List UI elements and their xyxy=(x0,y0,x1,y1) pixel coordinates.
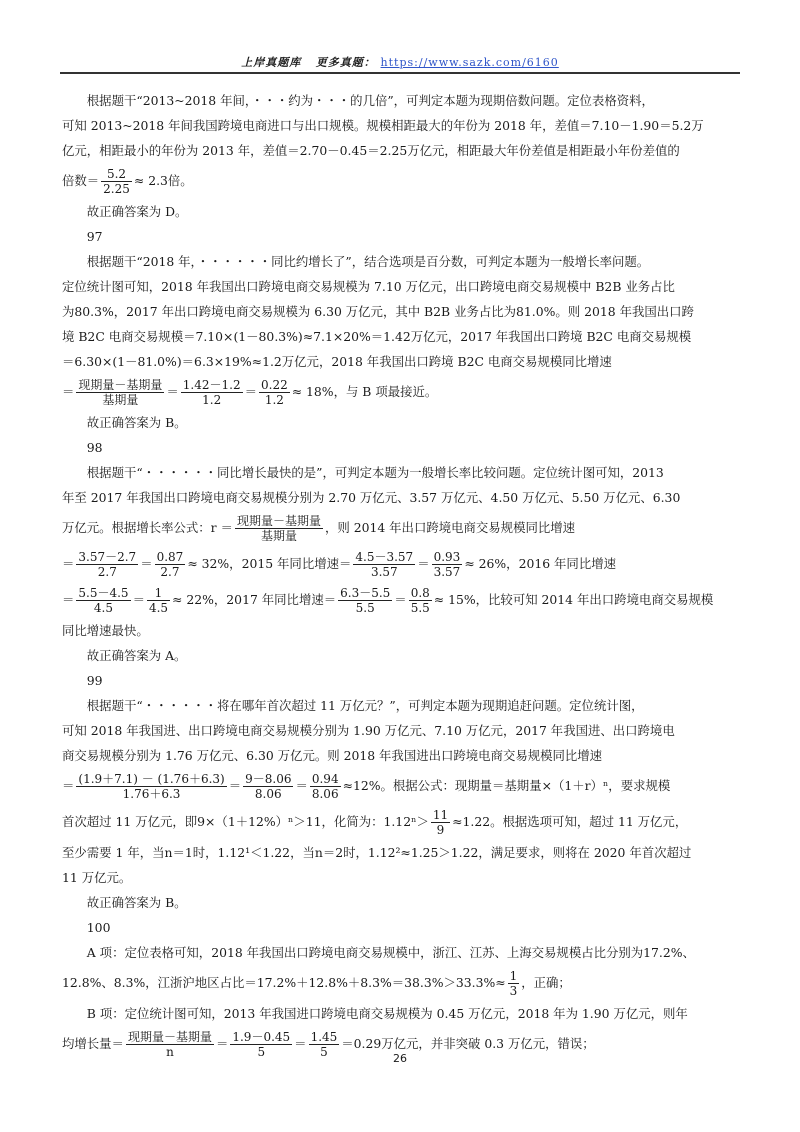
q100-option-b-line-2: 均增长量＝ $\frac{\text{现期量－基期量}}{n}$ ＝ $\frac{1.9-0.45}{5}$ ＝ $\frac{1.45}{5}$ ＝0.29万亿元，并非突破 0.3 万亿元，错误； xyxy=(62,1030,595,1059)
q99-answer: 故正确答案为 B。 xyxy=(86,895,187,910)
q99-line-2: 可知 2018 年我国进、出口跨境电商交易规模分别为 1.90 万亿元、7.10 万亿元，2017 年我国进、出口跨境电 xyxy=(62,723,675,738)
document-body xyxy=(62,88,742,1062)
q97-line-4: 境 B2C 电商交易规模＝7.10×(1－80.3%)≈7.1×20%＝1.42万亿元，2017 年我国出口跨境 B2C 电商交易规模 xyxy=(62,329,692,344)
q96-line-2: 可知 2013~2018 年间我国跨境电商进口与出口规模。规模相距最大的年份为 2018 年，差值＝7.10－1.90＝5.2万 xyxy=(62,118,704,133)
q100-option-b-line-1: B 项：定位统计图可知，2013 年我国进口跨境电商交易规模为 0.45 万亿元，2018 年为 1.90 万亿元，则年 xyxy=(86,1006,688,1021)
fraction: $\frac{4.5-3.57}{3.57}$ xyxy=(355,550,414,579)
fraction: $\frac{\text{现期量－基期量}}{\text{基期量}}$ xyxy=(236,514,321,543)
fraction: $\frac{0.87}{2.7}$ xyxy=(156,550,184,579)
q97-answer: 故正确答案为 B。 xyxy=(86,415,187,430)
q98-answer: 故正确答案为 A。 xyxy=(86,648,187,663)
q97-line-5: ＝6.30×(1－81.0%)＝6.3×19%≈1.2万亿元，2018 年我国出口跨境 B2C 电商交易规模同比增速 xyxy=(62,354,612,369)
fraction: $\frac{5.2}{2.25}$ xyxy=(103,167,130,196)
header-brand: 上岸真题库 xyxy=(241,56,302,69)
q98-number: 98 xyxy=(86,440,103,455)
header-url-link[interactable]: https://www.sazk.com/6160 xyxy=(380,56,559,69)
q96-answer: 故正确答案为 D。 xyxy=(86,204,188,219)
fraction: $\frac{1}{3}$ xyxy=(509,969,518,998)
q99-line-5: 首次超过 11 万亿元，即9×（1＋12%）ⁿ＞11，化简为：1.12ⁿ＞ $\frac{11}{9}$ ≈1.22。根据选项可知，超过 11 万亿元， xyxy=(62,808,688,837)
q98-line-3: 万亿元。根据增长率公式：r ＝ $\frac{\text{现期量－基期量}}{\text{基期量}}$ ，则 2014 年出口跨境电商交易规模同比增速 xyxy=(62,514,576,543)
q100-option-a-line-1: A 项：定位表格可知，2018 年我国出口跨境电商交易规模中，浙江、江苏、上海交易规模占比分别为17.2%、 xyxy=(86,945,695,960)
q98-line-1: 根据题干“・・・・・・同比增长最快的是”，可判定本题为一般增长率比较问题。定位统计图可知，2013 xyxy=(86,465,664,480)
fraction: $\frac{6.3-5.5}{5.5}$ xyxy=(340,586,391,615)
fraction: $\frac{0.94}{8.06}$ xyxy=(311,772,339,801)
q96-line-3: 亿元，相距最小的年份为 2013 年，差值＝2.70－0.45＝2.25万亿元，相距最大年份差值是相距最小年份差值的 xyxy=(62,143,680,158)
q97-line-2: 定位统计图可知，2018 年我国出口跨境电商交易规模为 7.10 万亿元，出口跨境电商交易规模中 B2B 业务占比 xyxy=(62,279,675,294)
fraction: $\frac{1.9-0.45}{5}$ xyxy=(232,1030,291,1059)
page-number: 26 xyxy=(393,1052,407,1065)
q99-number: 99 xyxy=(86,673,103,688)
fraction: $\frac{1}{4.5}$ xyxy=(148,586,169,615)
fraction: $\frac{3.57-2.7}{2.7}$ xyxy=(78,550,137,579)
fraction: $\frac{11}{9}$ xyxy=(432,808,449,837)
fraction: $\frac{0.22}{1.2}$ xyxy=(261,378,288,407)
page-header xyxy=(0,54,800,70)
q99-line-1: 根据题干“・・・・・・将在哪年首次超过 11 万亿元？”，可判定本题为现期追赶问题。定位统计图， xyxy=(86,698,644,713)
q96-line-1: 根据题干“2013~2018 年间，・・・约为・・・的几倍”，可判定本题为现期倍数问题。定位表格资料， xyxy=(86,93,654,108)
q98-line-last: 同比增速最快。 xyxy=(62,623,149,638)
q97-line-1: 根据题干“2018 年，・・・・・・同比约增长了”，结合选项是百分数，可判定本题为一般增长率问题。 xyxy=(86,254,650,269)
q98-formula-line-2: ＝ $\frac{5.5-4.5}{4.5}$ ＝ $\frac{1}{4.5}$ ≈ 22%，2017 年同比增速＝ $\frac{6.3-5.5}{5.5}$ ＝ $\frac{0.8}{5.5}$ ≈ 15%，比较可知 2014 年出口跨境电商交易规模 xyxy=(62,586,714,615)
q98-line-2: 年至 2017 年我国出口跨境电商交易规模分别为 2.70 万亿元、3.57 万亿元、4.50 万亿元、5.50 万亿元、6.30 xyxy=(62,490,681,505)
q99-line-7: 11 万亿元。 xyxy=(62,870,132,885)
fraction: $\frac{9-8.06}{8.06}$ xyxy=(245,772,292,801)
q99-line-3: 商交易规模分别为 1.76 万亿元、6.30 万亿元。则 2018 年我国进出口跨境电商交易规模同比增速 xyxy=(62,748,603,763)
fraction: $\frac{0.8}{5.5}$ xyxy=(410,586,430,615)
q100-number: 100 xyxy=(86,920,111,935)
q97-formula-line: ＝ $\frac{\text{现期量－基期量}}{\text{基期量}}$ ＝ $\frac{1.42-1.2}{1.2}$ ＝ $\frac{0.22}{1.2}$ ≈ 18%，与 B 项最接近。 xyxy=(62,378,438,407)
header-divider xyxy=(60,72,740,74)
q100-option-a-line-2: 12.8%、8.3%，江浙沪地区占比＝17.2%＋12.8%＋8.3%＝38.3%＞33.3%≈ $\frac{1}{3}$ ，正确； xyxy=(62,969,571,998)
fraction: $\frac{1.45}{5}$ xyxy=(310,1030,338,1059)
fraction: $\frac{5.5-4.5}{4.5}$ xyxy=(78,586,129,615)
q99-line-6: 至少需要 1 年，当n＝1时，1.12¹＜1.22，当n＝2时，1.12²≈1.25＞1.22，满足要求，则将在 2020 年首次超过 xyxy=(62,845,692,860)
fraction: $\frac{(1.9+7.1) - (1.76+6.3)}{1.76+6.3}$ xyxy=(78,772,225,801)
q99-formula-line: ＝ $\frac{(1.9+7.1) - (1.76+6.3)}{1.76+6.3}$ ＝ $\frac{9-8.06}{8.06}$ ＝ $\frac{0.94}{8.06}$ ≈12%。根据公式：现期量＝基期量×（1＋r）ⁿ，要求规模 xyxy=(62,772,671,801)
fraction: $\frac{\text{现期量－基期量}}{n}$ xyxy=(127,1030,212,1059)
fraction: $\frac{1.42-1.2}{1.2}$ xyxy=(182,378,241,407)
q98-formula-line-1: ＝ $\frac{3.57-2.7}{2.7}$ ＝ $\frac{0.87}{2.7}$ ≈ 32%，2015 年同比增速＝ $\frac{4.5-3.57}{3.57}$ ＝ $\frac{0.93}{3.57}$ ≈ 26%，2016 年同比增速 xyxy=(62,550,616,579)
q96-line-4: 倍数＝ $\frac{5.2}{2.25}$ ≈ 2.3倍。 xyxy=(62,167,193,196)
q97-line-3: 为80.3%，2017 年出口跨境电商交易规模为 6.30 万亿元，其中 B2B 业务占比为81.0%。则 2018 年我国出口跨 xyxy=(62,304,694,319)
fraction: $\frac{0.93}{3.57}$ xyxy=(433,550,461,579)
q97-number: 97 xyxy=(86,229,103,244)
fraction: $\frac{\text{现期量－基期量}}{\text{基期量}}$ xyxy=(78,378,163,407)
header-more-label: 更多真题： xyxy=(315,56,376,69)
